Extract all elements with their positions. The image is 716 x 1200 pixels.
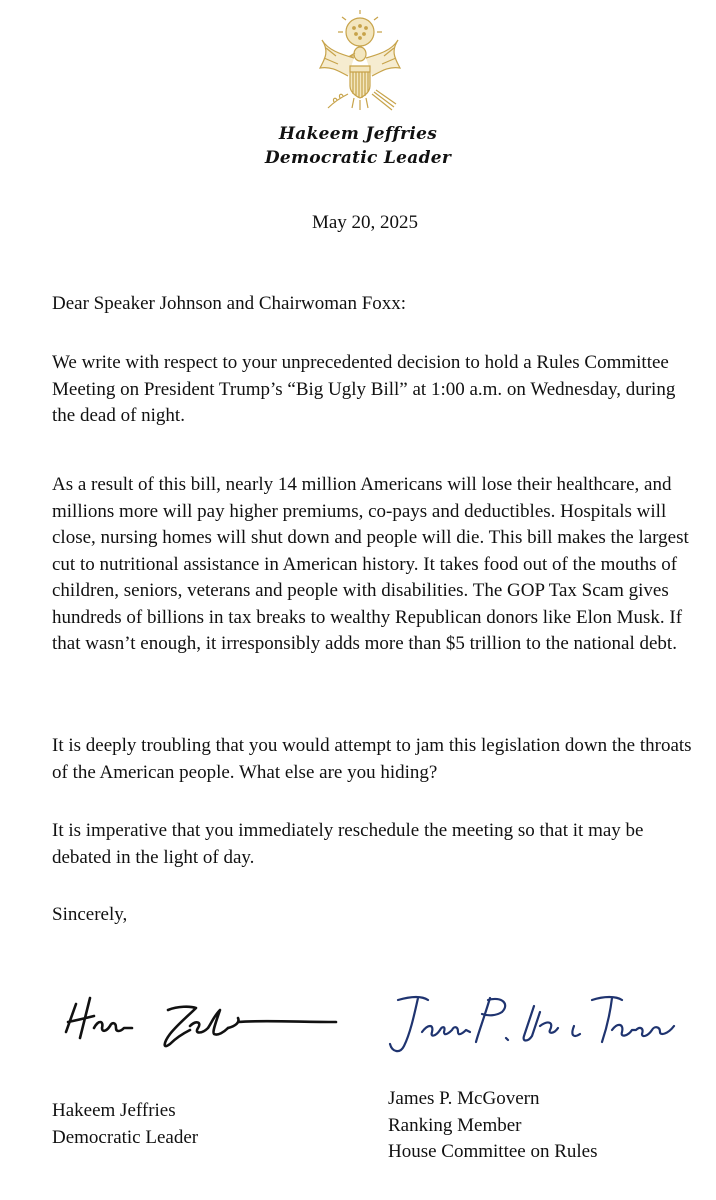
signatory-committee: House Committee on Rules: [388, 1141, 598, 1162]
signatory-name: Hakeem Jeffries: [52, 1100, 176, 1121]
mcgovern-signature: [378, 986, 688, 1066]
closing: Sincerely,: [52, 904, 128, 925]
letterhead-name: Hakeem Jeffries: [278, 124, 438, 144]
body-paragraph-2: As a result of this bill, nearly 14 million Americans will lose their healthcare, and millions more will pay higher premiums, co-pays and deductibles. Hospitals will close, nursing homes will shut down and people will die. This bill makes the largest cut to nutritional assistance in American history. It takes food out of the mouths of children, seniors, veterans and people with disabilities. The GOP Tax Scam gives hundreds of billions in tax breaks to wealthy Republican donors like Elon Musk. If that wasn’t enough, it irresponsibly adds more than $5 trillion to the national debt.: [52, 474, 689, 654]
body-paragraph-3: It is deeply troubling that you would attempt to jam this legislation down the throats of the American people. What else are you hiding?: [52, 735, 692, 783]
signatory-jeffries: [52, 1098, 198, 1151]
body-paragraph-4: It is imperative that you immediately reschedule the meeting so that it may be debated in the light of day.: [52, 820, 644, 868]
salutation: Dear Speaker Johnson and Chairwoman Foxx:: [52, 293, 407, 314]
body-paragraph-1: We write with respect to your unprecedented decision to hold a Rules Committee Meeting on President Trump’s “Big Ugly Bill” at 1:00 a.m. on Wednesday, during the dead of night.: [52, 352, 676, 426]
letter-date: May 20, 2025: [311, 212, 419, 233]
signatory-mcgovern: [388, 1086, 598, 1166]
letterhead-title: Democratic Leader: [264, 148, 452, 168]
eagle-seal-icon: [310, 10, 410, 118]
signatory-title: Democratic Leader: [52, 1126, 199, 1148]
signatory-name: James P. McGovern: [388, 1088, 540, 1109]
jeffries-signature: [60, 992, 340, 1052]
signatory-title: Ranking Member: [388, 1114, 522, 1136]
